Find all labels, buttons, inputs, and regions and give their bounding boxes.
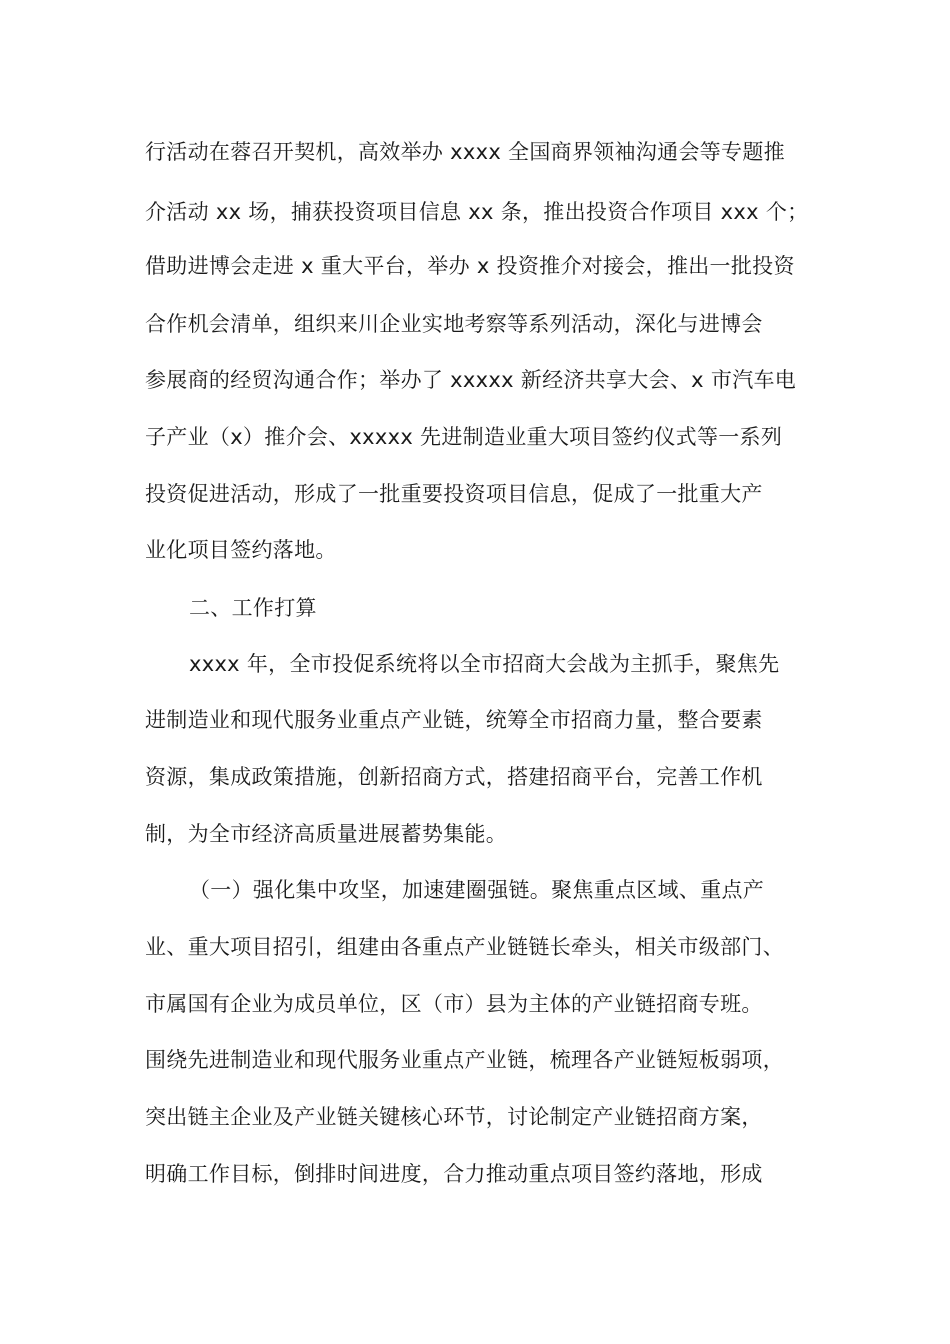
section-heading: 二、工作打算 [189, 596, 317, 620]
text-line: 市属国有企业为成员单位，区（市）县为主体的产业链招商专班。 [145, 992, 763, 1016]
text-line: 子产业（x）推介会、xxxxx 先进制造业重大项目签约仪式等一系列 [145, 425, 783, 449]
text-line: 突出链主企业及产业链关键核心环节，讨论制定产业链招商方案， [145, 1105, 763, 1129]
text-line: 合作机会清单，组织来川企业实地考察等系列活动，深化与进博会 [145, 312, 763, 336]
text-line: xxxx 年，全市投促系统将以全市招商大会战为主抓手，聚焦先 [189, 652, 780, 676]
text-line: 资源，集成政策措施，创新招商方式，搭建招商平台，完善工作机 [145, 765, 763, 789]
text-line: 围绕先进制造业和现代服务业重点产业链，梳理各产业链短板弱项， [145, 1048, 784, 1072]
text-line: 业、重大项目招引，组建由各重点产业链链长牵头，相关市级部门、 [145, 935, 784, 959]
text-line: 借助进博会走进 x 重大平台，举办 x 投资推介对接会，推出一批投资 [145, 254, 795, 278]
text-line: 行活动在蓉召开契机，高效举办 xxxx 全国商界领袖沟通会等专题推 [145, 140, 785, 164]
text-line: 参展商的经贸沟通合作；举办了 xxxxx 新经济共享大会、x 市汽车电 [145, 368, 797, 392]
text-line: 介活动 xx 场，捕获投资项目信息 xx 条，推出投资合作项目 xxx 个； [145, 200, 809, 224]
text-line: 投资促进活动，形成了一批重要投资项目信息，促成了一批重大产 [145, 482, 763, 506]
subsection-paragraph-start: （一）强化集中攻坚，加速建圈强链。聚焦重点区域、重点产 [189, 878, 765, 902]
text-line: 业化项目签约落地。 [145, 538, 337, 562]
text-line: 制，为全市经济高质量进展蓄势集能。 [145, 822, 508, 846]
text-line: 明确工作目标，倒排时间进度，合力推动重点项目签约落地，形成 [145, 1162, 763, 1186]
text-line: 进制造业和现代服务业重点产业链，统筹全市招商力量，整合要素 [145, 708, 763, 732]
